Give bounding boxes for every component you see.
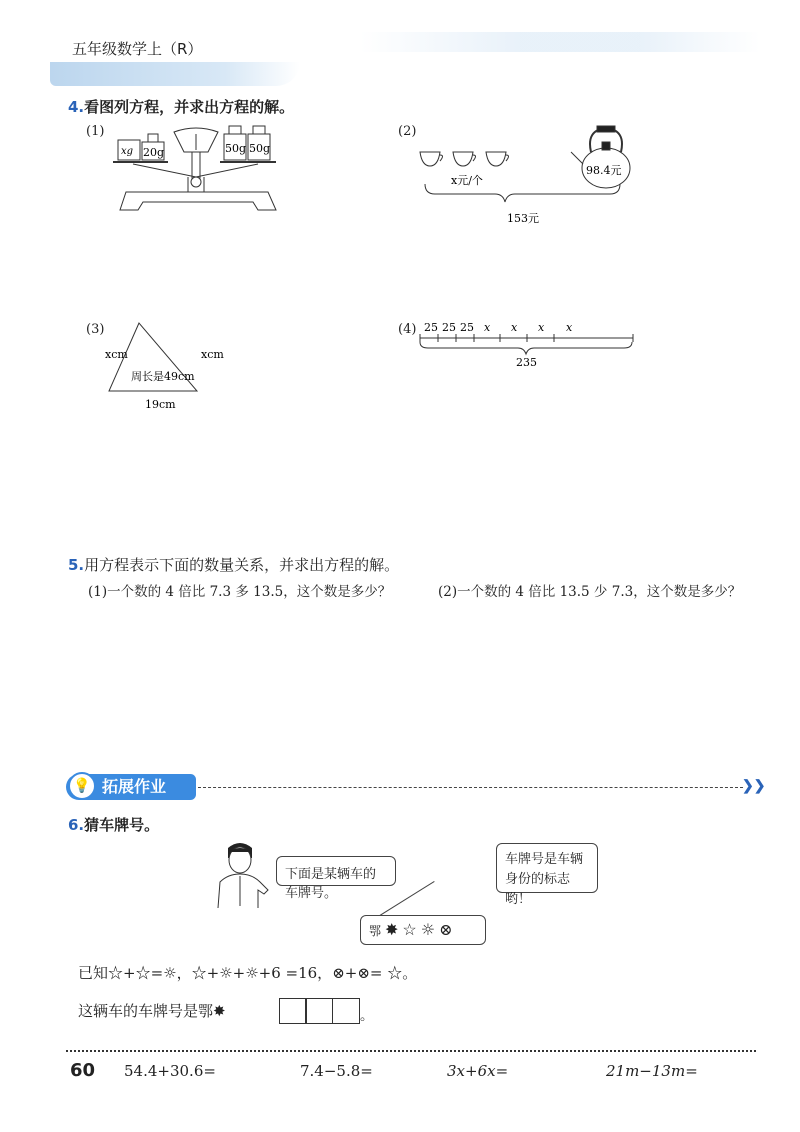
balance-scale-figure xyxy=(108,122,298,217)
cup-price: x元/个 xyxy=(451,174,483,187)
answer-label: 这辆车的车牌号是鄂 xyxy=(78,1002,214,1020)
segment-label: x xyxy=(511,321,518,334)
segment-label: x xyxy=(538,321,545,334)
mental-math-2: 7.4−5.8= xyxy=(300,1062,373,1080)
teacher-illustration xyxy=(210,840,270,910)
obscured-plate-icon: ✸ xyxy=(213,1002,226,1020)
question-number: 4. xyxy=(68,98,85,116)
known-equations xyxy=(78,962,417,983)
weight-50g: 50g xyxy=(249,142,271,155)
obscured-plate-icon: ✸ xyxy=(385,920,403,939)
kettle-price: 98.4元 xyxy=(586,164,622,177)
part-label: (1) xyxy=(86,124,105,139)
page-header: 五年级数学上（R） xyxy=(72,40,203,58)
answer-box[interactable] xyxy=(279,998,307,1024)
question-number: 6. xyxy=(68,816,85,834)
part-label: (3) xyxy=(86,322,105,337)
segment-label: x xyxy=(484,321,491,334)
equation: ☆+☼+☼+6 =16， xyxy=(191,964,333,982)
right-side-label: xcm xyxy=(201,348,224,361)
question-text: 看图列方程，并求出方程的解。 xyxy=(84,98,295,116)
answer-box[interactable] xyxy=(305,998,333,1024)
double-arrow-icon: ❯❯ xyxy=(742,778,766,794)
segment-diagram xyxy=(418,318,648,378)
mental-math-4: 21m−13m= xyxy=(606,1062,698,1080)
mental-math-3: 3x+6x= xyxy=(447,1062,509,1080)
star-icon: ☆ xyxy=(402,920,421,939)
segment-total: 235 xyxy=(516,356,537,369)
question-text: 猜车牌号。 xyxy=(84,816,160,834)
equation: ☆+☆=☼， xyxy=(108,964,192,982)
segment-label: 25 xyxy=(442,321,456,334)
dotted-divider xyxy=(66,1050,756,1052)
question-5-title xyxy=(68,554,399,575)
question-4-title xyxy=(68,96,294,117)
mental-math-1: 54.4+30.6= xyxy=(124,1062,216,1080)
left-side-label: xcm xyxy=(105,348,128,361)
cups-kettle-figure xyxy=(415,122,645,232)
total-price: 153元 xyxy=(507,212,539,225)
question-5-part-1: (1)一个数的 4 倍比 7.3 多 13.5，这个数是多少？ xyxy=(88,584,392,600)
extension-banner: 拓展作业 xyxy=(66,774,196,800)
weight-50g: 50g xyxy=(225,142,247,155)
weight-x: xg xyxy=(121,146,134,157)
header-decoration xyxy=(360,32,760,52)
known-label: 已知 xyxy=(78,964,109,982)
segment-label: 25 xyxy=(460,321,474,334)
question-text: 用方程表示下面的数量关系，并求出方程的解。 xyxy=(84,556,400,574)
perimeter-label: 周长是49cm xyxy=(131,370,195,383)
triangle-figure xyxy=(95,318,245,413)
dashed-divider xyxy=(198,787,743,788)
answer-period: 。 xyxy=(360,1008,374,1024)
part-label: (4) xyxy=(398,322,417,337)
segment-label: x xyxy=(566,321,573,334)
base-label: 19cm xyxy=(145,398,176,411)
header-band xyxy=(50,62,300,86)
equation: ⊗+⊗= ☆。 xyxy=(332,964,418,982)
answer-boxes[interactable] xyxy=(280,998,360,1024)
circled-x-icon: ⊗ xyxy=(439,920,457,939)
plate-prefix: 鄂 xyxy=(369,924,386,938)
answer-prompt xyxy=(78,1000,226,1021)
question-5-part-2: (2)一个数的 4 倍比 13.5 少 7.3，这个数是多少？ xyxy=(438,584,742,600)
weight-20g: 20g xyxy=(143,146,165,159)
lightbulb-icon: 💡 xyxy=(68,772,96,800)
speech-bubble-teacher: 下面是某辆车的车牌号。 xyxy=(276,856,396,886)
bubble-pointer xyxy=(375,881,435,919)
speech-bubble-plate: 车牌号是车辆身份的标志哟！ xyxy=(496,843,598,893)
segment-label: 25 xyxy=(424,321,438,334)
page-number: 60 xyxy=(70,1060,96,1081)
license-plate xyxy=(360,915,486,945)
answer-box[interactable] xyxy=(332,998,360,1024)
sun-icon: ☼ xyxy=(420,920,440,939)
question-6-title xyxy=(68,814,159,835)
question-number: 5. xyxy=(68,556,85,574)
part-label: (2) xyxy=(398,124,417,139)
